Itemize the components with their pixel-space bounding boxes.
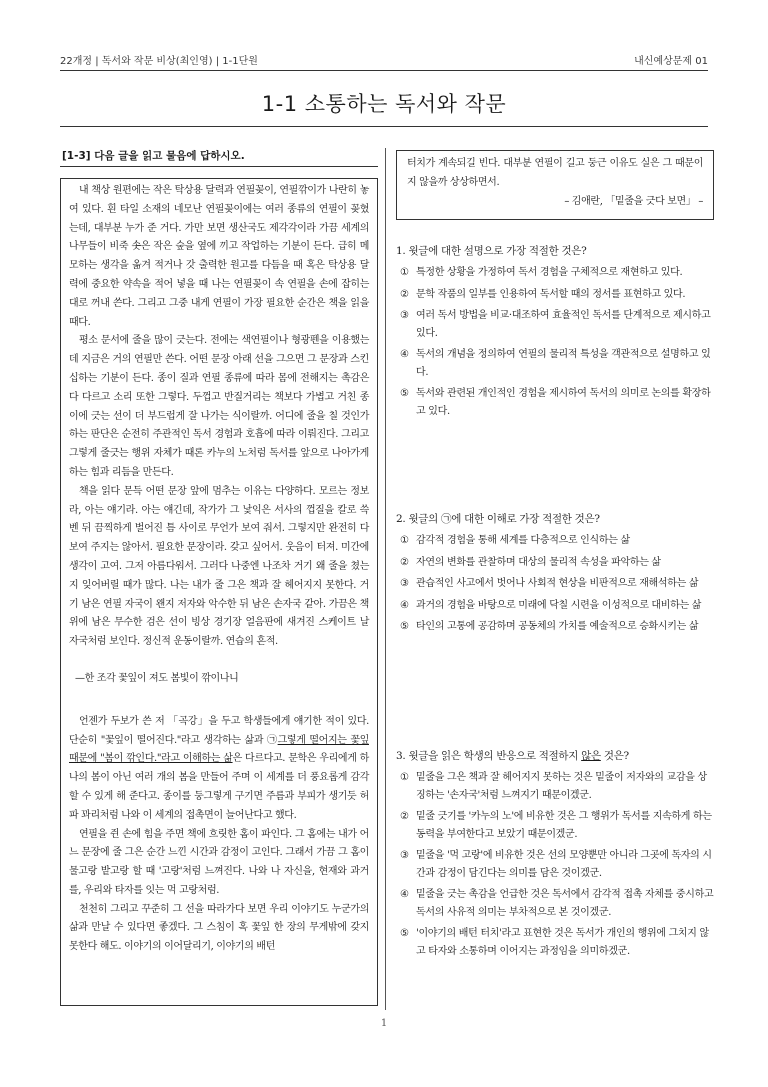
passage-poem-quote: —한 조각 꽃잎이 져도 봄빛이 깎이나니	[75, 672, 239, 684]
option-number: ③	[400, 310, 409, 321]
header-course-info: 22개정 | 독서와 작문 비상(최인영) | 1-1단원	[60, 56, 258, 67]
option-text: 독서의 개념을 정의하여 연필의 물리적 특성을 객관적으로 설명하고 있다.	[416, 349, 711, 378]
option-text: 밑줄 긋기를 '카누의 노'에 비유한 것은 그 행위가 독서를 지속하게 하는 동력을 부여한다고 보았기 때문이겠군.	[416, 811, 712, 840]
option-text: 여러 독서 방법을 비교·대조하여 효율적인 독서를 단계적으로 제시하고 있다.	[416, 310, 711, 339]
answer-option[interactable]	[396, 264, 716, 282]
option-number: ①	[400, 267, 409, 278]
passage-paragraph-1: 내 책상 원편에는 작은 탁상용 달력과 연필꽂이, 연필깎이가 나란히 놓여 있다. 흰 타일 소재의 네모난 연필꽂이에는 여러 종류의 연필이 꽂혔는데, 대부분 누가 준 거다. 가만 보면 생산국도 제각각이라 가끔 세계의 나무들이 비죽 솟은 작은 숲을 옆에 끼고 작업하는 기분이 든다. 급히 메모하는 생각을 옮겨 적거나 갓 출력한 원고를 다듬을 때 혹은 탁상용 달력에 중요한 약속을 적어 넣을 때 나는 연필꽂이 속 연필을 손에 잡히는 대로 꺼내 쓴다. 그리고 그중 내게 연필이 가장 필요한 순간은 책을 읽을 때다.	[69, 185, 369, 328]
answer-option[interactable]	[396, 575, 716, 593]
question-stem	[396, 748, 716, 763]
option-text: 문학 작품의 일부를 인용하여 독서할 때의 정서를 표현하고 있다.	[416, 288, 686, 300]
stem-negation: 않은	[581, 750, 601, 762]
option-text: 관습적인 사고에서 벗어나 사회적 현상을 비판적으로 재해석하는 삶	[416, 578, 699, 589]
option-text: '이야기의 배턴 터치'라고 표현한 것은 독서가 개인의 행위에 그치지 않고 타자와 소통하며 이어지는 과정임을 의미하겠군.	[416, 928, 709, 957]
passage-paragraph-3: 책을 읽다 문득 어떤 문장 앞에 멈추는 이유는 다양하다. 모르는 정보라, 아는 얘기라. 아는 얘긴데, 작가가 그 낯익은 서사의 껍질을 칼로 쓱 벤 뒤 끔찍하게 벌어진 틈 사이로 무언가 보여 줘서. 그렇지만 완전히 다 보여 주지는 않아서. 필요한 문장이라. 갖고 싶어서. 웃음이 터져. 미간에 생각이 고여. 그저 아름다워서. 그러다 나중엔 나조차 거기 왜 줄을 쳤는지 잊어버릴 때가 많다. 나는 내가 줄 그은 책과 잘 헤어지지 못한다. 거기 남은 연필 자국이 왠지 저자와 악수한 뒤 남은 손자국 같아. 가끔은 책 위에 남은 무수한 검은 선이 빙상 경기장 얼음판에 새겨진 스케이트 날 자국처럼 보인다. 정신적 운동이랄까. 연습의 흔적.	[69, 485, 369, 648]
passage-continuation: 터치가 계속되길 빈다. 대부분 연필이 길고 둥근 이유도 실은 그 때문이지 않을까 상상하면서.	[407, 158, 703, 188]
answer-option[interactable]	[396, 808, 716, 843]
option-text: 독서와 관련된 개인적인 경험을 제시하여 독서의 의미로 논의를 확장하고 있다.	[416, 388, 711, 417]
answer-option[interactable]	[396, 385, 716, 420]
passage-source: – 김애란, 「밑줄을 긋다 보면」 –	[564, 196, 703, 207]
column-divider	[385, 148, 386, 1010]
passage-p4-lead: 언젠가 두보가 쓴 저 「곡강」을 두고 학생들에게 얘기한 적이 있다. 단순히 "꽃잎이 떨어진다."라고 생각하는 삶과	[69, 715, 369, 746]
answer-option[interactable]	[396, 847, 716, 882]
option-number: ④	[400, 599, 409, 611]
option-number: ③	[400, 850, 409, 861]
option-text: 타인의 고통에 공감하며 공동체의 가치를 예술적으로 승화시키는 삶	[416, 621, 699, 632]
option-number: ③	[400, 578, 409, 589]
reading-passage	[60, 178, 378, 1006]
answer-option[interactable]	[396, 925, 716, 960]
answer-option[interactable]	[396, 286, 716, 304]
answer-option[interactable]	[396, 307, 716, 342]
option-number: ④	[400, 349, 409, 360]
option-number: ①	[400, 535, 409, 546]
passage-paragraph-6: 천천히 그리고 꾸준히 그 선을 따라가다 보면 우리 이야기도 누군가의 삶과 만날 수 있다면 좋겠다. 그 스침이 혹 꽃잎 한 장의 무게밖에 갖지 못한다 해도. 이야기의 이어달리기, 이야기의 배턴	[69, 903, 369, 953]
question-2	[396, 511, 716, 640]
option-number: ⑤	[400, 621, 409, 632]
page-number: 1	[380, 1018, 388, 1029]
stem-tail: 것은?	[600, 750, 629, 762]
option-number: ⑤	[400, 928, 409, 939]
answer-option[interactable]	[396, 886, 716, 921]
answer-option[interactable]	[396, 597, 716, 615]
option-number: ⑤	[400, 388, 409, 399]
option-number: ④	[400, 889, 409, 900]
passage-paragraph-4	[69, 713, 369, 826]
marker-giyeok: ㉠	[266, 734, 278, 746]
answer-option[interactable]	[396, 532, 716, 550]
option-text: 밑줄을 '먹 고랑'에 비유한 것은 선의 모양뿐만 아니라 그곳에 독자의 시간과 감정이 담긴다는 의미를 담은 것이겠군.	[416, 850, 712, 879]
question-instruction: [1-3] 다음 글을 읽고 물음에 답하시오.	[62, 150, 245, 162]
answer-option[interactable]	[396, 554, 716, 572]
option-text: 과거의 경험을 바탕으로 미래에 닥칠 시련을 이성적으로 대비하는 삶	[416, 599, 702, 611]
option-text: 특정한 상황을 가정하여 독서 경험을 구체적으로 재현하고 있다.	[416, 267, 683, 278]
option-text: 밑줄을 그은 책과 잘 헤어지지 못하는 것은 밑줄이 저자와의 교감을 상징하는 '손자국'처럼 느껴지기 때문이겠군.	[416, 772, 707, 801]
title-divider	[60, 126, 708, 127]
question-stem: 1. 윗글에 대한 설명으로 가장 적절한 것은?	[396, 245, 587, 257]
option-number: ②	[400, 556, 409, 568]
passage-paragraph-2: 평소 문서에 줄을 많이 긋는다. 전에는 색연필이나 형광펜을 이용했는데 지금은 거의 연필만 쓴다. 어떤 문장 아래 선을 그으면 그 문장과 스킨십하는 기분이 든다. 종이 질과 연필 종류에 따라 몸에 전해지는 촉감은 다 다르고 소리 또한 그렇다. 두껍고 반질거리는 책보다 가볍고 거친 종이에 긋는 선이 더 부드럽게 잘 나가는 식이랄까. 어디에 줄을 칠 것인가 하는 판단은 순전히 주관적인 독서 경험과 호흡에 따라 이뤄진다. 그리고 그렇게 줄긋는 행위 자체가 때론 카누의 노처럼 독서를 앞으로 나아가게 하는 힘과 리듬을 만든다.	[69, 335, 369, 478]
header-exam-label: 내신예상문제 01	[634, 56, 708, 67]
header-divider	[60, 70, 708, 71]
option-text: 밑줄을 긋는 촉감을 언급한 것은 독서에서 감각적 접촉 자체를 중시하고 독서의 사유적 의미는 부차적으로 본 것이겠군.	[416, 889, 714, 918]
stem-lead: 3. 윗글을 읽은 학생의 반응으로 적절하지	[396, 750, 582, 762]
answer-option[interactable]	[396, 769, 716, 804]
answer-option[interactable]	[396, 618, 716, 636]
page-title: 1-1 소통하는 독서와 작문	[261, 92, 507, 116]
question-3	[396, 748, 716, 964]
option-text: 감각적 경험을 통해 세계를 다층적으로 인식하는 삶	[416, 535, 630, 546]
question-1	[396, 243, 716, 424]
option-number: ①	[400, 772, 409, 783]
passage-p4-tail: 은 다르다고. 문학은 우리에게 하나의 봄이 아닌 여러 개의 봄을 만들어 주며 이 세계를 더 풍요롭게 감각할 수 있게 해 준다고. 종이를 둥그렇게 구기면 주름과 부피가 생기듯 허파 꽈리처럼 나와 이 세계의 접촉면이 늘어난다고 했다.	[69, 753, 369, 821]
page-header	[60, 52, 708, 66]
reading-passage-continued	[396, 150, 714, 220]
option-number: ②	[400, 811, 409, 822]
answer-option[interactable]	[396, 346, 716, 381]
option-number: ②	[400, 288, 409, 300]
option-text: 자연의 변화를 관찰하며 대상의 물리적 속성을 파악하는 삶	[416, 556, 661, 568]
instruction-underline	[60, 166, 378, 167]
passage-paragraph-5: 연필을 쥔 손에 힘을 주면 책에 흐릿한 홈이 파인다. 그 홈에는 내가 어느 문장에 줄 그은 순간 느낀 시간과 감정이 고인다. 그래서 가끔 그 홈이 물고랑 밭고랑 할 때 '고랑'처럼 느껴진다. 나와 나 자신을, 현재와 과거를, 우리와 타자를 잇는 먹 고랑처럼.	[69, 828, 369, 896]
question-stem: 2. 윗글의 ㉠에 대한 이해로 가장 적절한 것은?	[396, 513, 600, 525]
underlined-phrase: 그렇게 떨어지는 꽃잎 때문에 "봄이 깎인다."라고 이해하는 삶	[69, 734, 369, 765]
